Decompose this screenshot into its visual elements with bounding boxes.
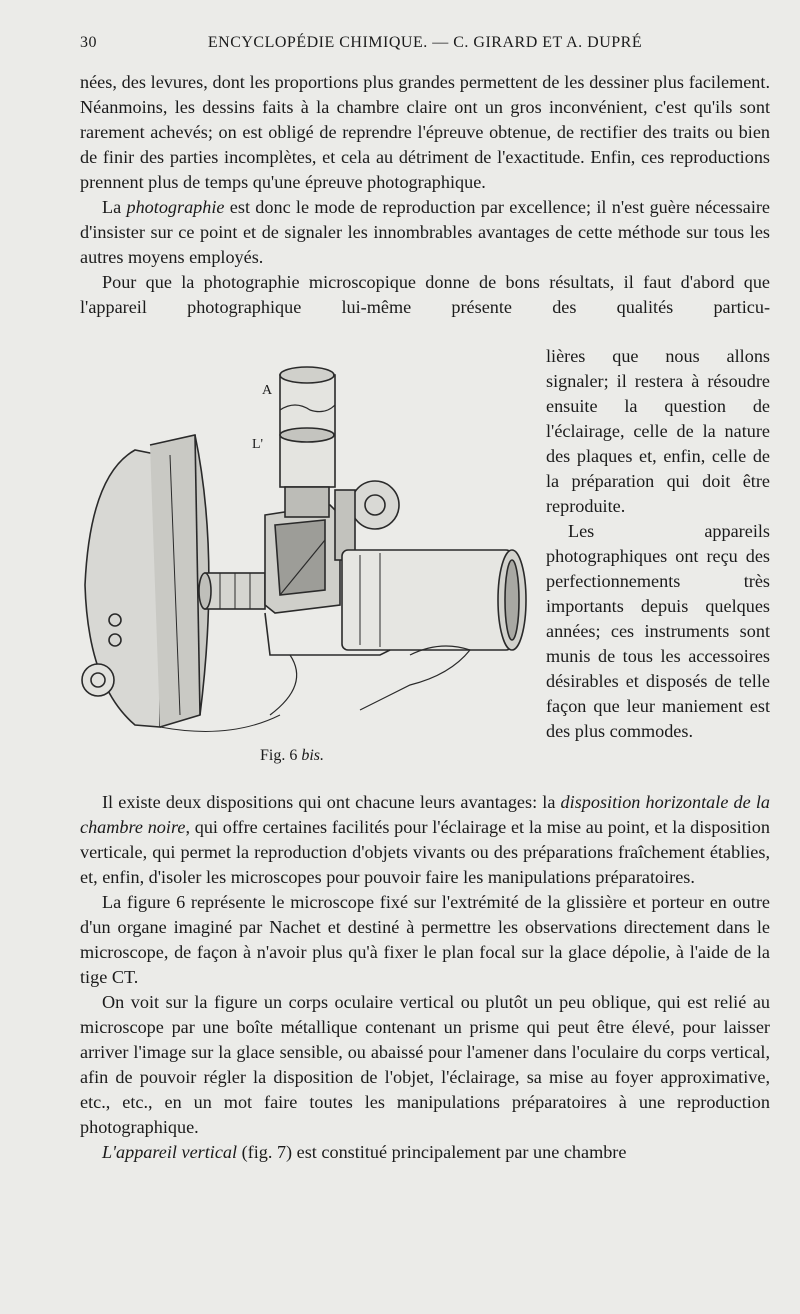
- text-side-column: [546, 344, 770, 744]
- page-header: [80, 34, 770, 58]
- paragraph: La figure 6 représente le microscope fixé sur l'extrémité de la glissière et porteur en outre d'un organe imaginé par Nachet et destiné à permettre les observations directement dans le microscope, de façon à n'avoir plus qu'à fixer le plan focal sur la glace dépolie, à l'aide de la tige CT.: [80, 892, 770, 987]
- page-number: 30: [80, 34, 97, 51]
- paragraph: Les appareils photographiques ont reçu des perfectionnements très importants depuis quelques années; ces instruments sont munis de tous les accessoires désirables et disposés de telle façon que leur maniement est des plus commodes.: [546, 521, 770, 741]
- emphasis: disposition horizontale de la chambre noire: [80, 792, 770, 837]
- paragraph: lières que nous allons signaler; il restera à résoudre ensuite la question de l'éclairage, celle de la nature des plaques et, enfin, celle de la préparation qui doit être reproduite.: [546, 346, 770, 516]
- paragraph: nées, des levures, dont les proportions plus grandes permettent de les dessiner plus facilement. Néanmoins, les dessins faits à la chambre claire ont un gros inconvénient, c'est qu'ils sont rarement achevés; on est obligé de reprendre l'épreuve obtenue, de rectifier des traits ou bien de finir des parties incomplètes, et cela au détriment de l'exactitude. Enfin, ces reproductions prennent plus de temps qu'une épreuve photographique.: [80, 72, 770, 192]
- text-block-top: [80, 70, 770, 320]
- figure-caption: Fig. 6 bis.: [260, 747, 325, 764]
- text-block-bottom: [80, 790, 770, 1165]
- emphasis: photographie: [126, 197, 225, 217]
- paragraph: Il existe deux dispositions qui ont chacune leurs avantages: la disposition horizontale de la chambre noire, qui offre certaines facilités pour l'éclairage et la mise au point, et la disposition verticale, qui permet la reproduction d'objets vivants ou des préparations fraîchement établies, et, enfin, d'isoler les microscopes pour pouvoir faire les manipulations préparatoires.: [80, 792, 770, 887]
- paragraph: La photographie est donc le mode de reproduction par excellence; il n'est guère nécessaire d'insister sur ce point et de signaler les innombrables avantages de cette méthode sur tous les autres moyens employés.: [80, 197, 770, 267]
- figure-caption-emphasis: bis.: [301, 747, 325, 764]
- paragraph: On voit sur la figure un corps oculaire vertical ou plutôt un peu oblique, qui est relié au microscope par une boîte métallique contenant un prisme qui peut être élevé, pour laisser arriver l'image sur la glace sensible, ou abaissé pour l'amener dans l'oculaire du corps vertical, afin de pouvoir régler la disposition de l'objet, l'éclairage, sa mise au foyer approximative, etc., etc., en un mot faire toutes les manipulations préparatoires à une reproduction photographique.: [80, 992, 770, 1137]
- figure-label-a: A: [262, 383, 273, 398]
- paragraph: Pour que la photographie microscopique donne de bons résultats, il faut d'abord que l'appareil photographique lui-même présente des qualités particu-: [80, 272, 770, 317]
- microscope-illustration: [80, 355, 535, 775]
- microscope-figure: [80, 355, 535, 775]
- figure-label-l: L': [252, 437, 264, 452]
- paragraph: L'appareil vertical (fig. 7) est constitué principalement par une chambre: [102, 1142, 627, 1162]
- emphasis: L'appareil vertical: [102, 1142, 238, 1162]
- running-title: ENCYCLOPÉDIE CHIMIQUE. — C. GIRARD ET A. DUPRÉ: [207, 34, 643, 51]
